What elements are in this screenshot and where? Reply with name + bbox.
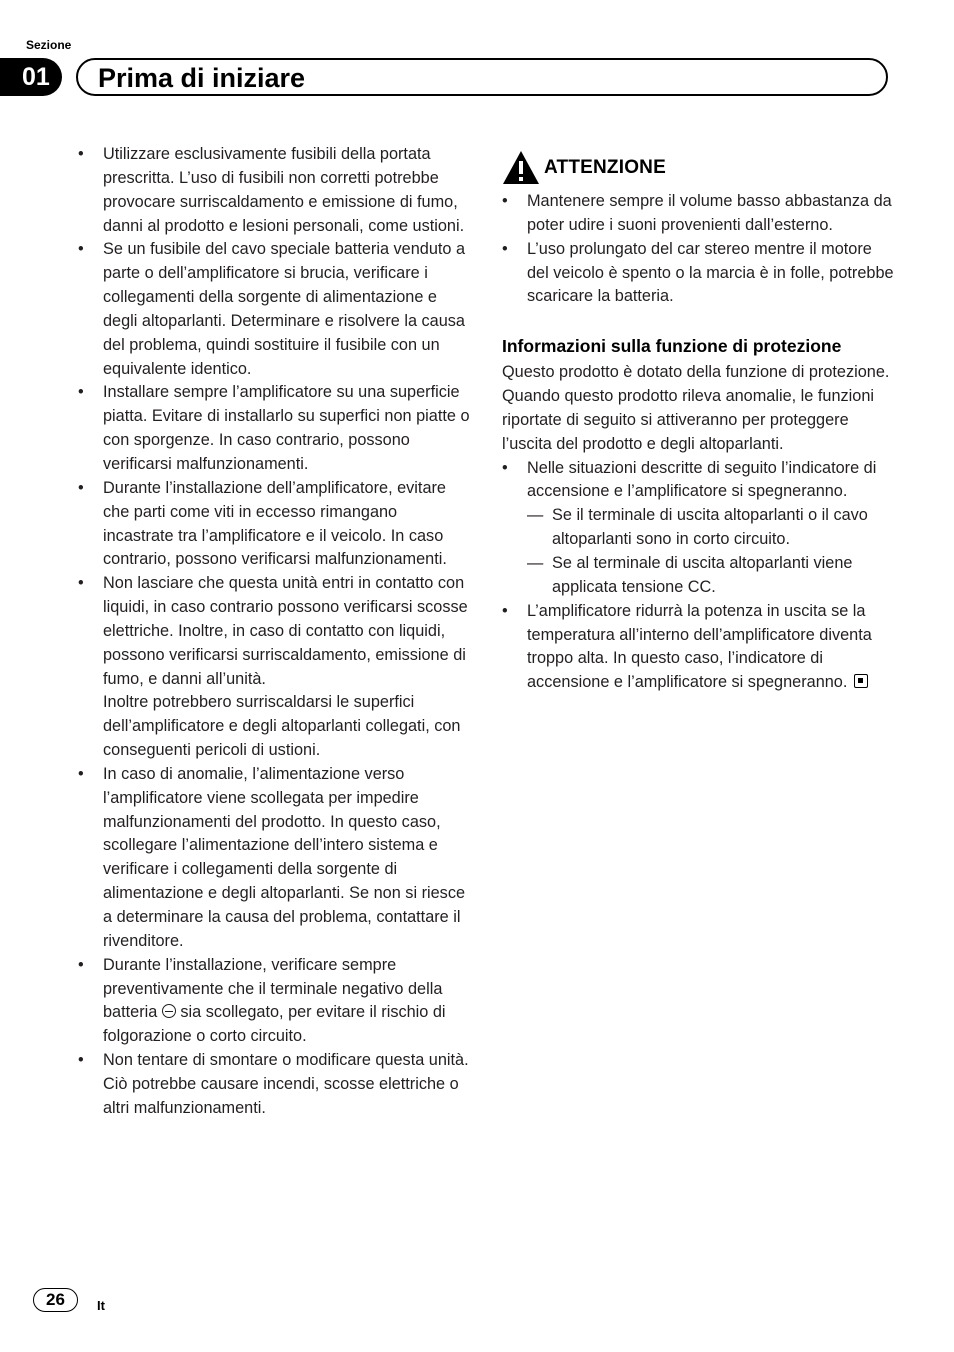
minus-circle-icon: [162, 1004, 176, 1018]
bullet-icon: •: [78, 764, 84, 783]
list-item: • Utilizzare esclusivamente fusibili della portata prescritta. L’uso di fusibili non corretti potrebbe provocare surriscaldamento e emissione di fumo, danni al prodotto e lesioni personali, come ustioni.: [78, 145, 465, 235]
sub-list-item: — Se il terminale di uscita altoparlanti o il cavo altoparlanti sono in corto circuito.: [527, 506, 868, 549]
sub-list-item: — Se al terminale di uscita altoparlanti viene applicata tensione CC.: [527, 553, 853, 596]
page-title: Prima di iniziare: [98, 63, 306, 93]
list-item: • Non lasciare che questa unità entri in contatto con liquidi, in caso contrario possono verificarsi scosse elettriche. Inoltre, in caso di contatto con liquidi, possono verificarsi surriscaldamento, emissione di fumo, e danni all’unità. Inoltre potrebbero surriscaldarsi le superfici dell’amplificatore e degli altoparlanti collegati, con conseguenti pericoli di ustioni.: [78, 574, 468, 760]
section-label: Sezione: [26, 38, 72, 52]
page-number: 26: [33, 1288, 78, 1312]
list-item: • Se un fusibile del cavo speciale batteria venduto a parte o dell’amplificatore si brucia, verificare i collegamenti della sorgente di alimentazione e degli altoparlanti. Determinare e risolvere la causa del problema, quindi sostituire il fusibile con un equivalente identico.: [78, 240, 466, 378]
caution-list: [502, 190, 894, 309]
precautions-list: [78, 143, 470, 1121]
protection-list: [502, 457, 894, 695]
bullet-icon: •: [78, 1051, 84, 1070]
warning-triangle-icon: [502, 150, 540, 186]
protection-intro: Questo prodotto è dotato della funzione di protezione. Quando questo prodotto rileva anomalie, le funzioni riportate di seguito si attiveranno per proteggere l’uscita del prodotto e degli altoparlanti.: [502, 363, 890, 453]
bullet-icon: •: [78, 574, 84, 593]
list-item: • In caso di anomalie, l’alimentazione verso l’amplificatore viene scollegata per impedire malfunzionamenti del prodotto. In questo caso, scollegare l’alimentazione dell’intero sistema e verificare i collegamenti della sorgente di alimentazione e degli altoparlanti. Se non si riesce a determinare la causa del problema, contattare il rivenditore.: [78, 764, 466, 950]
bullet-icon: •: [502, 458, 508, 477]
left-column: [78, 143, 470, 1121]
section-number-badge: 01: [0, 58, 62, 96]
bullet-icon: •: [78, 955, 84, 974]
caution-title: ATTENZIONE: [544, 157, 666, 178]
title-bar: [76, 58, 888, 96]
dash-icon: —: [527, 553, 544, 572]
list-item: • Durante l’installazione dell’amplificatore, evitare che parti come viti in eccesso rimangano incastrate tra l’amplificatore e il veicolo. In caso contrario, possono verificarsi malfunzionamenti.: [78, 478, 447, 569]
right-column: [502, 150, 894, 695]
language-code: It: [97, 1298, 105, 1313]
list-item: • Mantenere sempre il volume basso abbastanza da poter udire i suoni provenienti dall’esterno.: [502, 192, 892, 234]
bullet-icon: •: [502, 192, 508, 210]
protection-heading: Informazioni sulla funzione di protezione: [502, 336, 842, 357]
end-of-section-icon: [854, 674, 868, 688]
dash-icon: —: [527, 506, 544, 525]
bullet-icon: •: [78, 145, 84, 163]
list-item-continuation: Inoltre potrebbero surriscaldarsi le superfici dell’amplificatore e degli altoparlanti collegati, con conseguenti pericoli di ustioni.: [103, 693, 461, 760]
list-item: • Nelle situazioni descritte di seguito l’indicatore di accensione e l’amplificatore si spegneranno. — Se il terminale di uscita altoparlanti o il cavo altoparlanti sono in corto circuito. — Se al terminale di uscita altoparlanti viene applicata tensione CC.: [502, 457, 894, 600]
bullet-icon: •: [78, 478, 84, 497]
list-item: • Non tentare di smontare o modificare questa unità. Ciò potrebbe causare incendi, scosse elettriche o altri malfunzionamenti.: [78, 1051, 469, 1117]
list-item: • Installare sempre l’amplificatore su una superficie piatta. Evitare di installarlo su superfici non piatte o con sporgenze. In caso contrario, possono verificarsi malfunzionamenti.: [78, 383, 470, 473]
list-item: • Durante l’installazione, verificare sempre preventivamente che il terminale negativo della batteria sia scollegato, per evitare il rischio di folgorazione o corto circuito.: [78, 955, 446, 1046]
bullet-icon: •: [78, 240, 84, 259]
caution-heading: [502, 150, 894, 186]
bullet-icon: •: [502, 239, 508, 258]
bullet-icon: •: [502, 601, 508, 620]
protection-sub-list: [527, 504, 894, 599]
bullet-icon: •: [78, 383, 84, 402]
list-item: • L’uso prolungato del car stereo mentre il motore del veicolo è spento o la marcia è in folle, potrebbe scaricare la batteria.: [502, 239, 894, 306]
list-item: • L’amplificatore ridurrà la potenza in uscita se la temperatura all’interno dell’amplificatore diventa troppo alta. In questo caso, l’indicatore di accensione e l’amplificatore si spegneranno.: [502, 601, 872, 692]
